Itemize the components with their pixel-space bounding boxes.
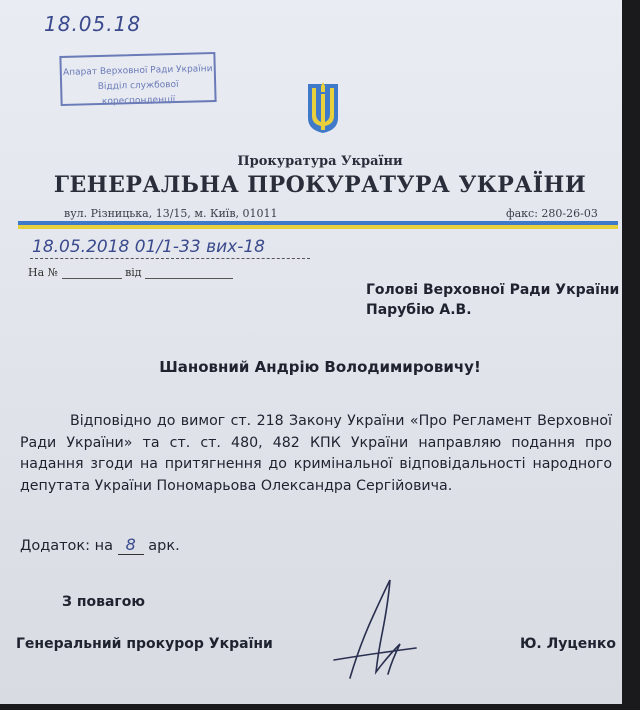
registration-line xyxy=(30,258,310,260)
reference-row xyxy=(28,266,233,279)
reference-na-line xyxy=(62,268,122,279)
org-fax: факс: 280-26-03 xyxy=(506,207,598,220)
recipient-name: Парубію А.В. xyxy=(366,302,472,318)
incoming-stamp xyxy=(59,52,216,106)
reference-vid-label: від xyxy=(125,266,142,279)
reference-na-label: На № xyxy=(28,266,59,279)
salutation: Шановний Андрію Володимировичу! xyxy=(159,358,481,376)
closing-regards: З повагою xyxy=(62,594,145,610)
handwritten-signature-icon xyxy=(330,574,420,684)
signer-name: Ю. Луценко xyxy=(520,636,617,652)
reference-vid-line xyxy=(145,268,233,279)
org-subtitle: Прокуратура України xyxy=(237,154,403,169)
registration-number: 18.05.2018 01/1-33 вих-18 xyxy=(32,237,265,257)
signer-position: Генеральний прокурор України xyxy=(16,636,273,652)
stamp-line-1: Апарат Верховної Ради України xyxy=(62,64,213,78)
handwritten-date: 18.05.18 xyxy=(44,12,142,36)
attachment-prefix: Додаток: на xyxy=(20,538,114,554)
recipient-title: Голові Верховної Ради України xyxy=(366,282,620,298)
org-address: вул. Різницька, 13/15, м. Київ, 01011 xyxy=(64,207,278,220)
letter-body: Відповідно до вимог ст. 218 Закону України «Про Регламент Верховної Ради України» та ст. ст. 480, 482 КПК України направляю подання про надання згоди на притягнення до кримінальної відповідальності народного депутата України Пономарьова Олександра Сергійовича. xyxy=(20,413,612,494)
stamp-line-2: Відділ службової кореспонденції xyxy=(97,79,179,107)
flag-stripe-yellow xyxy=(18,225,618,229)
coat-of-arms-icon xyxy=(306,80,340,134)
attachment-pages: 8 xyxy=(118,535,144,555)
org-title: ГЕНЕРАЛЬНА ПРОКУРАТУРА УКРАЇНИ xyxy=(53,172,587,198)
attachment-line xyxy=(20,535,180,555)
attachment-suffix: арк. xyxy=(148,538,180,554)
